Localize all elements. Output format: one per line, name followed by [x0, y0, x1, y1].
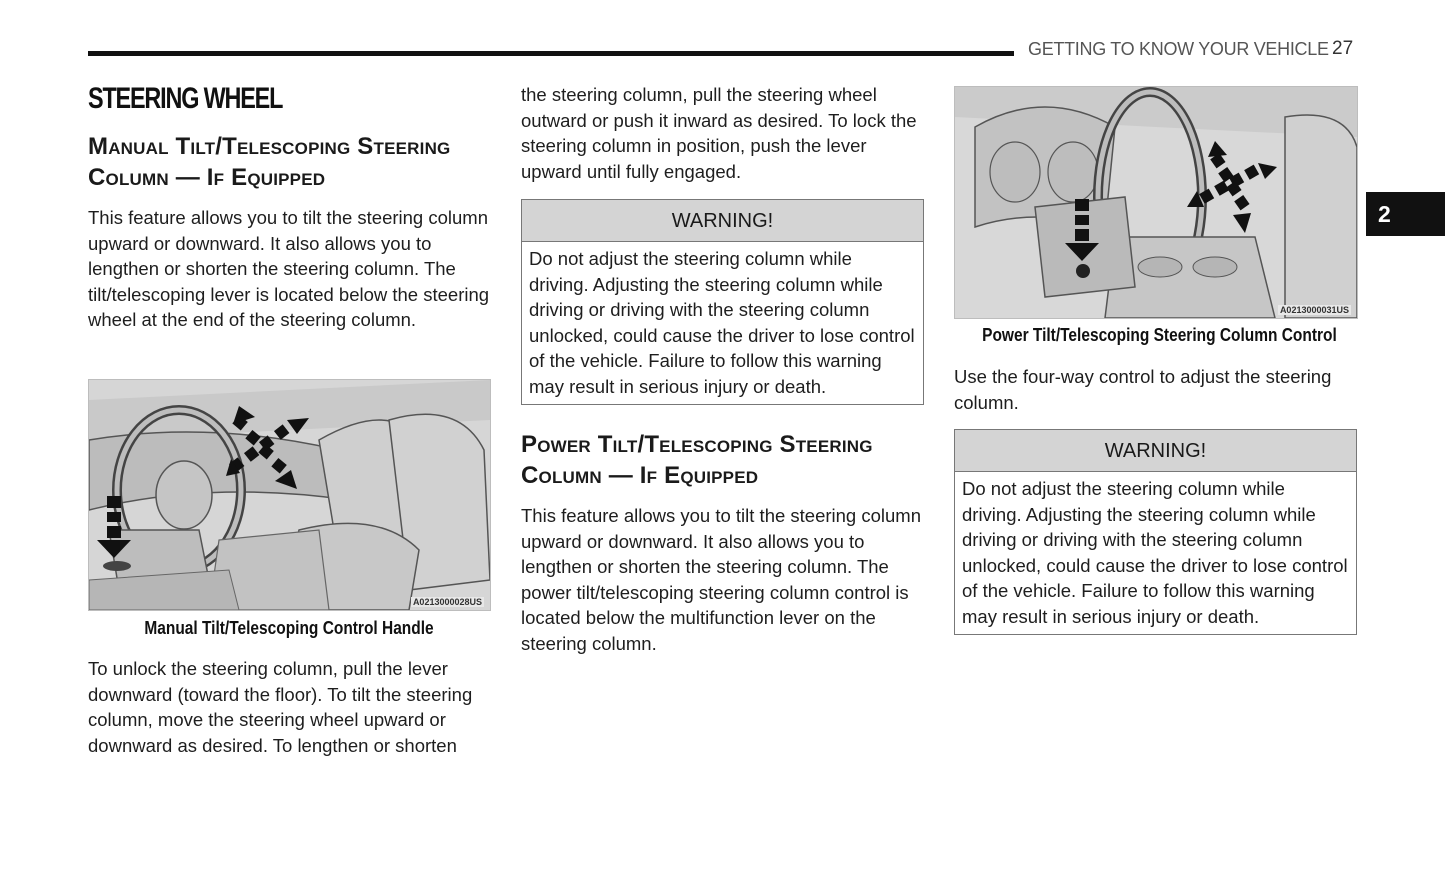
power-figure-caption: Power Tilt/Telescoping Steering Column Control [982, 325, 1337, 345]
power-control-figure [954, 86, 1358, 319]
header-rule [88, 51, 1014, 56]
power-heading-line-2: Column — If Equipped [521, 462, 759, 489]
manual-figure-caption: Manual Tilt/Telescoping Control Handle [144, 618, 434, 638]
figure-code: A0213000031US [1279, 305, 1349, 315]
figure-code: A0213000028US [412, 597, 482, 607]
manual-heading-line-1: Manual Tilt/Telescoping Steering [88, 133, 451, 160]
manual-control-figure [88, 379, 491, 611]
running-header-title: GETTING TO KNOW YOUR VEHICLE [1028, 39, 1329, 59]
power-intro-paragraph: This feature allows you to tilt the steering column upward or downward. It also allows you to lengthen or shorten the steering column. The power tilt/telescoping steering column control is located below the multifunction lever on the steering column. [521, 505, 921, 654]
continued-paragraph: the steering column, pull the steering wheel outward or push it inward as desired. To lock the steering column in position, push the lever upward until fully engaged. [521, 84, 917, 182]
power-figure-caption-wrap [954, 325, 1356, 346]
warning-text-1: Do not adjust the steering column while driving. Adjusting the steering column while driving or driving with the steering column unlocked, could cause the driver to lose control of the vehicle. Failure to follow this warning may result in serious injury or death. [529, 248, 915, 397]
manual-heading-line-2: Column — If Equipped [88, 164, 326, 191]
unlock-paragraph-wrap [88, 656, 490, 758]
warning-title-1: WARNING! [522, 200, 923, 242]
power-control-illustration [955, 87, 1357, 318]
manual-section-heading [88, 131, 490, 193]
unlock-paragraph: To unlock the steering column, pull the lever downward (toward the floor). To tilt the steering column, move the steering wheel upward or downward as desired. To lengthen or shorten [88, 658, 473, 756]
warning-text-2: Do not adjust the steering column while driving. Adjusting the steering column while driving or driving with the steering column unlocked, could cause the driver to lose control of the vehicle. Failure to follow this warning may result in serious injury or death. [962, 478, 1348, 627]
manual-control-illustration [89, 380, 490, 610]
middle-column [521, 82, 924, 656]
page-title: STEERING WHEEL [88, 82, 283, 115]
left-column [88, 82, 490, 333]
power-heading-line-1: Power Tilt/Telescoping Steering [521, 431, 873, 458]
usage-paragraph: Use the four-way control to adjust the steering column. [954, 366, 1332, 413]
page-number: 27 [1332, 38, 1354, 59]
warning-box-2 [954, 429, 1357, 635]
warning-box-1 [521, 199, 924, 405]
warning-title-2: WARNING! [955, 430, 1356, 472]
right-column [954, 364, 1357, 635]
chapter-tab[interactable]: 2 [1366, 192, 1445, 236]
power-section-heading [521, 429, 924, 491]
manual-figure-caption-wrap [88, 618, 490, 639]
manual-intro-paragraph: This feature allows you to tilt the steering column upward or downward. It also allows you to lengthen or shorten the steering column. The tilt/telescoping lever is located below the steering wheel at the end of the steering column. [88, 207, 490, 330]
